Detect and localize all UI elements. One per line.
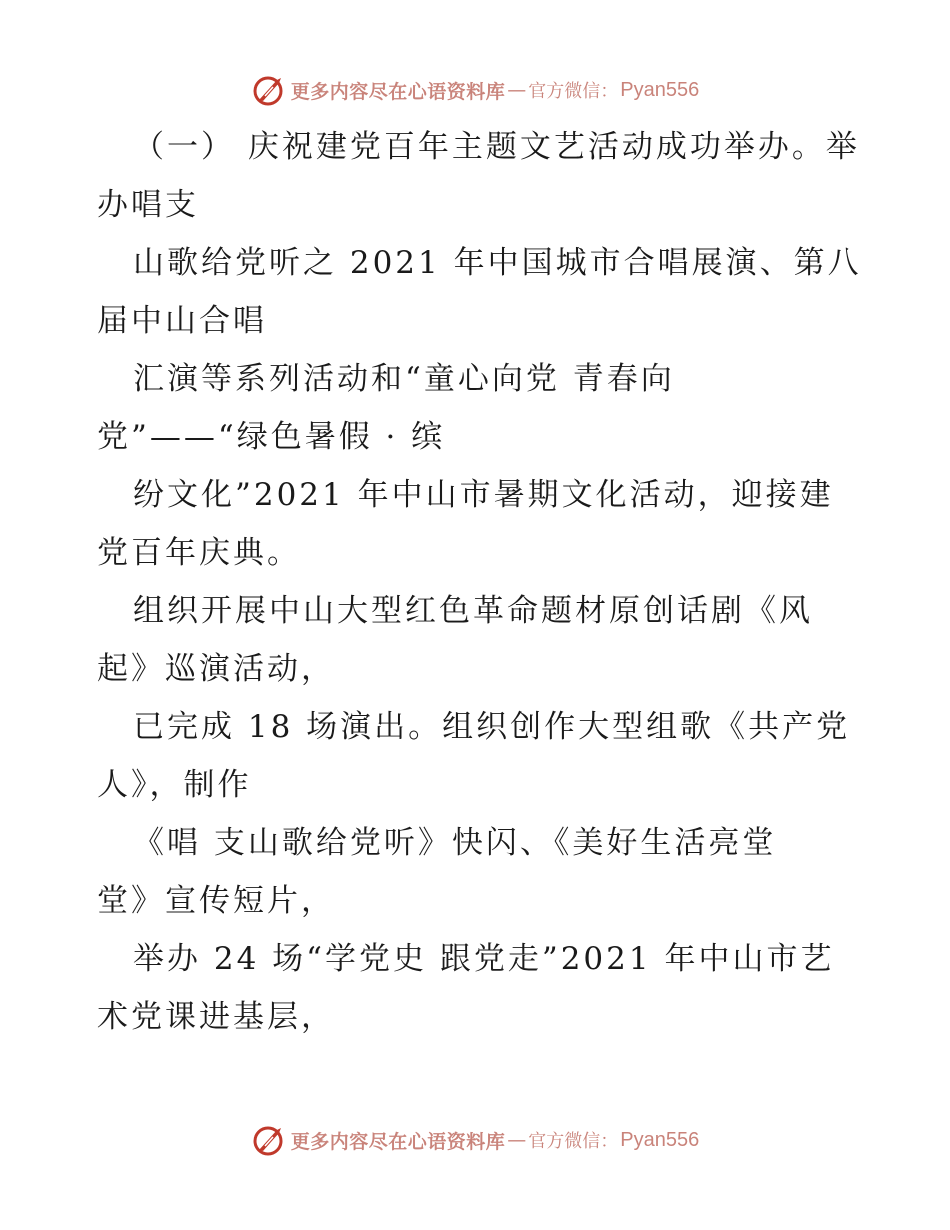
text-line: 《唱 支山歌给党听》快闪、《美好生活亮堂 (133, 825, 777, 861)
banner-main-text: 更多内容尽在心语资料库 (290, 1130, 506, 1153)
text-line: 党”——“绿色暑假 · 缤 (97, 419, 446, 455)
banner-dash: — (507, 79, 527, 101)
banner-wechat-label: 官方微信： (528, 1131, 619, 1152)
text-line: 起》巡演活动， (97, 651, 335, 687)
text-line: 举办 24 场“学党史 跟党走”2021 年中山市艺 (133, 941, 835, 977)
text-line: 纷文化”2021 年中山市暑期文化活动，迎接建 (133, 477, 834, 513)
text-line: 山歌给党听之 2021 年中国城市合唱展演、第八 (133, 245, 862, 281)
text-line: 已完成 18 场演出。组织创作大型组歌《共产党 (133, 709, 851, 745)
banner-main-text: 更多内容尽在心语资料库 (290, 80, 506, 103)
text-line: 组织开展中山大型红色革命题材原创话剧《风 (133, 593, 813, 629)
text-line: 汇演等系列活动和“童心向党 青春向 (133, 361, 675, 397)
footer-banner (0, 1120, 950, 1160)
header-banner (0, 70, 950, 110)
text-line: （一） 庆祝建党百年主题文艺活动成功举办。举 (133, 129, 860, 165)
banner-wechat-id: Pyan556 (620, 1128, 700, 1151)
text-line: 党百年庆典。 (97, 535, 301, 571)
text-line: 届中山合唱 (97, 303, 267, 339)
text-line: 堂》宣传短片， (97, 883, 335, 919)
banner-dash: — (507, 1129, 527, 1151)
text-line: 人》，制作 (97, 767, 252, 803)
quill-logo-icon (251, 72, 287, 108)
banner-wechat-label: 官方微信： (528, 81, 619, 102)
text-line: 办唱支 (97, 187, 199, 223)
banner-wechat-id: Pyan556 (620, 78, 700, 101)
text-line: 术党课进基层， (97, 999, 335, 1035)
quill-logo-icon (251, 1122, 287, 1158)
